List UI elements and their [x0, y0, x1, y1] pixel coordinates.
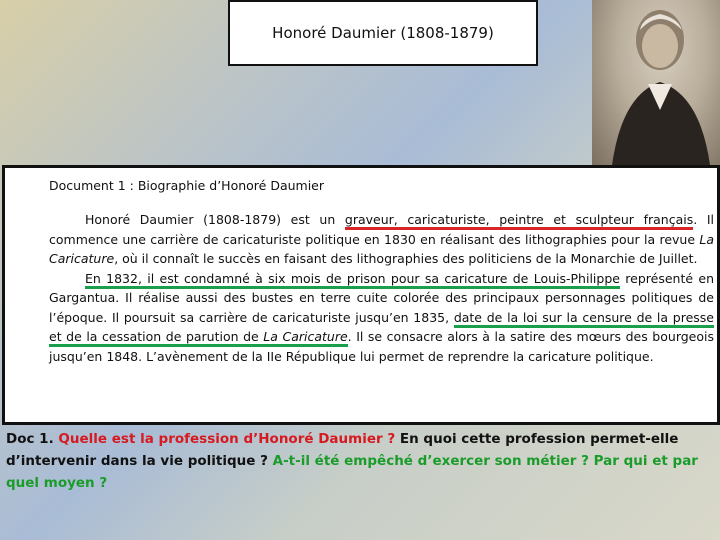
question-middle: En quoi cette profession permet-elle d’intervenir dans la vie politique ? — [6, 431, 679, 469]
p1-text-a: Honoré Daumier (1808-1879) est un — [85, 212, 345, 227]
title-box — [228, 0, 538, 66]
question-text — [6, 428, 706, 494]
p2-green-underline-1: En 1832, il est condamné à six mois de prison pour sa caricature de Louis-Philippe — [85, 271, 620, 289]
question-green: A-t-il été empêché d’exercer son métier ? Par qui et par quel moyen ? — [6, 453, 698, 491]
p1-text-d: , où il connaît le succès en faisant des lithographies des politiciens de la Monarchie de Juillet. — [114, 251, 698, 266]
portrait-icon — [592, 0, 720, 165]
paragraph-2 — [49, 269, 714, 367]
question-prefix: Doc 1. — [6, 431, 59, 447]
paragraph-1 — [49, 210, 714, 269]
p2-text-a: représenté en Gargantua. Il réalise aussi des bustes en terre cuite colorée des principaux personnages politiques de l’époque. Il poursuit sa carrière de caricaturiste jusqu’en 1835, — [49, 270, 714, 325]
p1-text-b: . Il commence une carrière de caricaturiste politique en 1830 en réalisant des lithographies pour la revue — [49, 212, 715, 247]
document-text — [49, 210, 714, 366]
p2-italic-title: La Caricature — [263, 329, 347, 347]
p2-text-b: . Il se consacre alors à la satire des mœurs des bourgeois jusqu’en 1848. L’avènement de la IIe République lui permet de reprendre la caricature politique. — [49, 329, 714, 364]
document-heading: Document 1 : Biographie d’Honoré Daumier — [49, 178, 325, 193]
p2-green-underline-2: date de la loi sur la censure de la presse et de la cessation de parution de — [49, 310, 714, 348]
portrait-photo — [592, 0, 720, 165]
document-box — [2, 165, 720, 425]
question-red: Quelle est la profession d’Honoré Daumier ? — [58, 431, 396, 447]
p1-italic-title: La Caricature — [49, 231, 714, 266]
p1-red-underline: graveur, caricaturiste, peintre et sculpteur français — [345, 212, 693, 230]
page-title: Honoré Daumier (1808-1879) — [272, 24, 494, 42]
